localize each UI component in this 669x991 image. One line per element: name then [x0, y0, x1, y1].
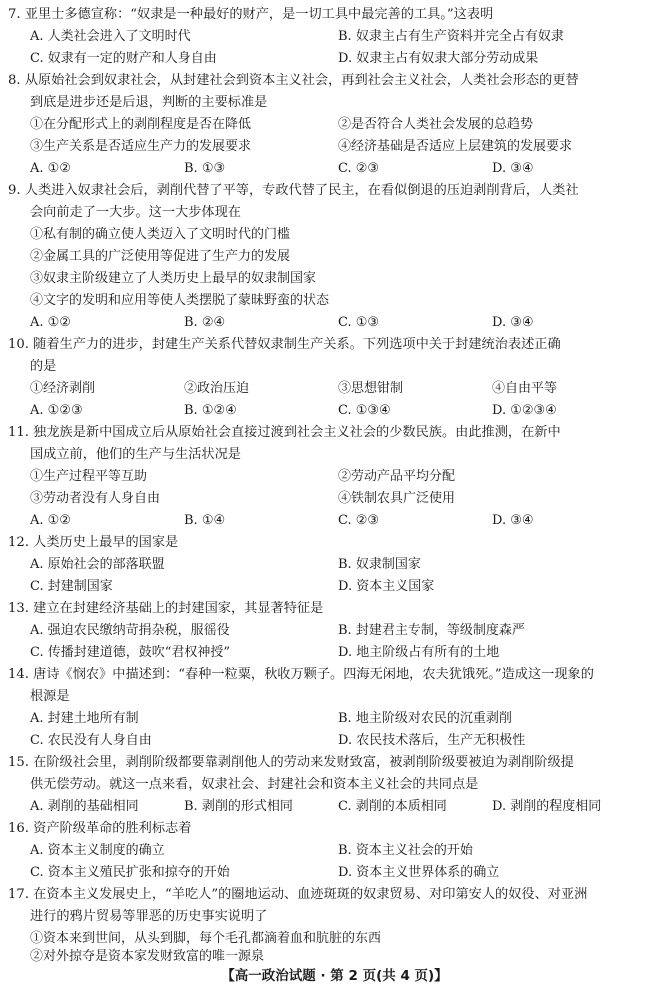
q12-option-c: C. 封建制国家 — [30, 579, 113, 594]
question-14-stem-cont: 根源是 — [30, 689, 70, 704]
q15-option-d: D. 剥削的程度相同 — [492, 799, 602, 814]
q8-statement-1: ①在分配形式上的剥削程度是否在降低 — [30, 117, 252, 132]
q10-statement-2: ②政治压迫 — [184, 381, 250, 396]
q7-option-d: D. 奴隶主占有奴隶大部分劳动成果 — [338, 51, 539, 66]
question-17-stem: 17. 在资本主义发展史上，“羊吃人”的圈地运动、血迹斑斑的奴隶贸易、对印第安人的奴役、对亚洲 — [8, 887, 588, 902]
q7-option-c: C. 奴隶有一定的财产和人身自由 — [30, 51, 217, 66]
q14-option-c: C. 农民没有人身自由 — [30, 733, 152, 748]
q17-statement-2: ②对外掠夺是资本家发财致富的唯一源泉 — [30, 949, 265, 964]
q9-option-c: C. ①③ — [338, 315, 380, 330]
q14-option-d: D. 农民技术落后，生产无积极性 — [338, 733, 526, 748]
q9-statement-3: ③奴隶主阶级建立了人类历史上最早的奴隶制国家 — [30, 271, 317, 286]
q10-option-c: C. ①③④ — [338, 403, 391, 418]
question-7-stem: 7. 亚里士多德宣称：“奴隶是一种最好的财产，是一切工具中最完善的工具。”这表明 — [8, 7, 494, 22]
question-8-stem: 8. 从原始社会到奴隶社会，从封建社会到资本主义社会，再到社会主义社会，人类社会形态的更替 — [8, 73, 579, 88]
q9-statement-2: ②金属工具的广泛使用等促进了生产力的发展 — [30, 249, 291, 264]
q16-option-a: A. 资本主义制度的确立 — [30, 843, 165, 858]
q13-option-a: A. 强迫农民缴纳苛捐杂税，服徭役 — [30, 623, 230, 638]
q11-option-b: B. ①④ — [184, 513, 226, 528]
q15-option-b: B. 剥削的形式相同 — [184, 799, 293, 814]
q8-statement-4: ④经济基础是否适应上层建筑的发展要求 — [338, 139, 573, 154]
q17-statement-1: ①资本来到世间，从头到脚，每个毛孔都滴着血和肮脏的东西 — [30, 931, 382, 946]
question-13-stem: 13. 建立在封建经济基础上的封建国家，其显著特征是 — [8, 601, 324, 616]
q15-option-a: A. 剥削的基础相同 — [30, 799, 139, 814]
question-11-stem-cont: 国成立前，他们的生产与生活状况是 — [30, 447, 241, 462]
q10-statement-4: ④自由平等 — [492, 381, 558, 396]
q11-option-c: C. ②③ — [338, 513, 380, 528]
q9-option-b: B. ②④ — [184, 315, 226, 330]
q8-option-a: A. ①② — [30, 161, 71, 176]
q11-statement-3: ③劳动者没有人身自由 — [30, 491, 161, 506]
q8-statement-2: ②是否符合人类社会发展的总趋势 — [338, 117, 534, 132]
q14-option-a: A. 封建土地所有制 — [30, 711, 139, 726]
q15-option-c: C. 剥削的本质相同 — [338, 799, 447, 814]
question-16-stem: 16. 资产阶级革命的胜利标志着 — [8, 821, 192, 836]
question-11-stem: 11. 独龙族是新中国成立后从原始社会直接过渡到社会主义社会的少数民族。由此推测，在新中 — [8, 425, 561, 440]
question-14-stem: 14. 唐诗《悯农》中描述到：“春种一粒粟，秋收万颗子。四海无闲地，农夫犹饿死。”造成这一现象的 — [8, 667, 594, 682]
q12-option-d: D. 资本主义国家 — [338, 579, 435, 594]
q11-statement-4: ④铁制农具广泛使用 — [338, 491, 456, 506]
q16-option-d: D. 资本主义世界体系的确立 — [338, 865, 500, 880]
q11-statement-1: ①生产过程平等互助 — [30, 469, 148, 484]
q8-option-d: D. ③④ — [492, 161, 534, 176]
q9-option-d: D. ③④ — [492, 315, 534, 330]
q12-option-b: B. 奴隶制国家 — [338, 557, 421, 572]
q14-option-b: B. 地主阶级对农民的沉重剥削 — [338, 711, 512, 726]
q13-option-c: C. 传播封建道德，鼓吹“君权神授” — [30, 645, 231, 660]
q9-option-a: A. ①② — [30, 315, 71, 330]
q7-option-a: A. 人类社会进入了文明时代 — [30, 29, 191, 44]
question-9-stem-cont: 会向前走了一大步。这一大步体现在 — [30, 205, 241, 220]
question-17-stem-cont: 进行的鸦片贸易等罪恶的历史事实说明了 — [30, 909, 268, 924]
q10-statement-1: ①经济剥削 — [30, 381, 96, 396]
question-10-stem-cont: 的是 — [30, 359, 57, 374]
page-footer: 【高一政治试题 · 第 2 页(共 4 页)】 — [221, 968, 448, 984]
question-15-stem-cont: 供无偿劳动。就这一点来看，奴隶社会、封建社会和资本主义社会的共同点是 — [30, 777, 479, 792]
question-15-stem: 15. 在阶级社会里，剥削阶级都要靠剥削他人的劳动来发财致富，被剥削阶级要被迫为剥削阶级提 — [8, 755, 574, 770]
q16-option-c: C. 资本主义殖民扩张和掠夺的开始 — [30, 865, 230, 880]
q12-option-a: A. 原始社会的部落联盟 — [30, 557, 165, 572]
q8-option-b: B. ①③ — [184, 161, 226, 176]
question-10-stem: 10. 随着生产力的进步，封建生产关系代替奴隶制生产关系。下列选项中关于封建统治表述正确 — [8, 337, 561, 352]
q10-option-b: B. ①②④ — [184, 403, 237, 418]
question-12-stem: 12. 人类历史上最早的国家是 — [8, 535, 179, 550]
q10-statement-3: ③思想钳制 — [338, 381, 404, 396]
question-8-stem-cont: 到底是进步还是后退，判断的主要标准是 — [30, 95, 268, 110]
q13-option-d: D. 地主阶级占有所有的土地 — [338, 645, 500, 660]
q10-option-a: A. ①②③ — [30, 403, 83, 418]
q7-option-b: B. 奴隶主占有生产资料并完全占有奴隶 — [338, 29, 564, 44]
q9-statement-4: ④文字的发明和应用等使人类摆脱了蒙昧野蛮的状态 — [30, 293, 330, 308]
q11-option-a: A. ①② — [30, 513, 71, 528]
q11-option-d: D. ③④ — [492, 513, 534, 528]
q8-statement-3: ③生产关系是否适应生产力的发展要求 — [30, 139, 252, 154]
q13-option-b: B. 封建君主专制，等级制度森严 — [338, 623, 525, 638]
q11-statement-2: ②劳动产品平均分配 — [338, 469, 456, 484]
q10-option-d: D. ①②③④ — [492, 403, 557, 418]
q8-option-c: C. ②③ — [338, 161, 380, 176]
q16-option-b: B. 资本主义社会的开始 — [338, 843, 473, 858]
q9-statement-1: ①私有制的确立使人类迈入了文明时代的门槛 — [30, 227, 291, 242]
question-9-stem: 9. 人类进入奴隶社会后，剥削代替了平等，专政代替了民主，在看似倒退的压迫剥削背后，人类社 — [8, 183, 579, 198]
